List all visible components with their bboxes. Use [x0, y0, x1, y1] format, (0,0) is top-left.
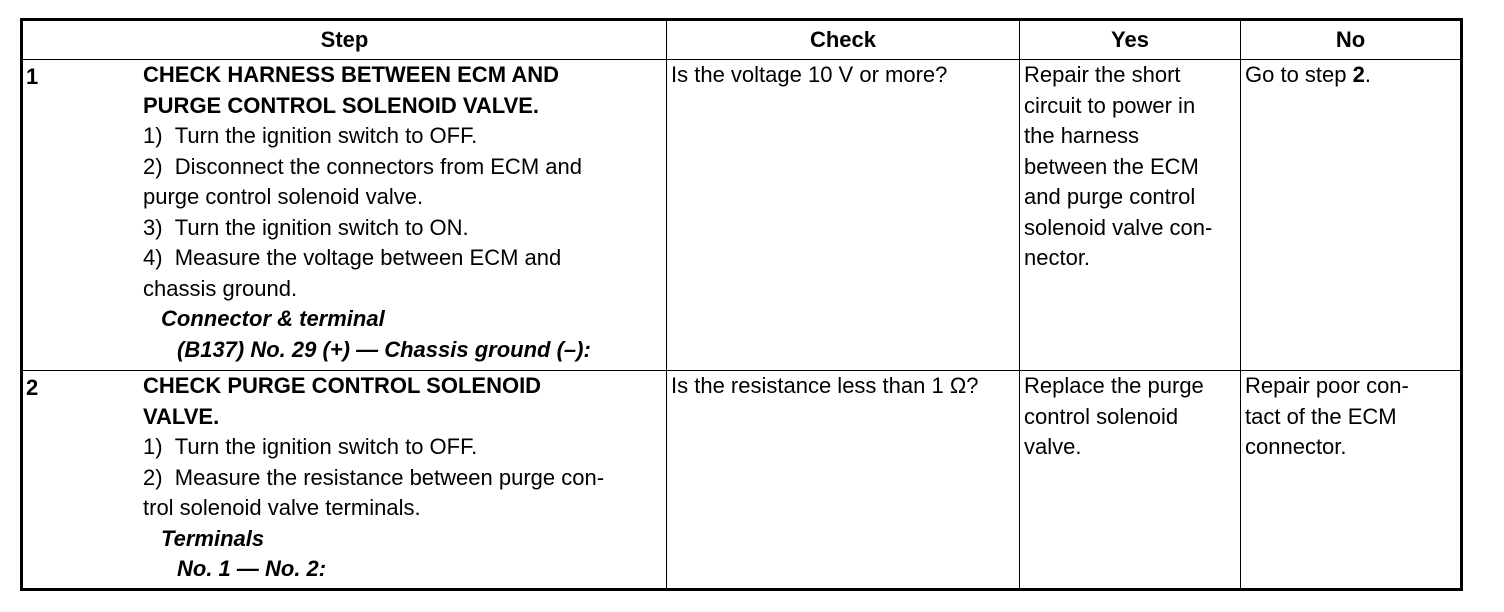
spec-value: No. 1 — No. 2: — [177, 556, 327, 581]
no-text — [1245, 60, 1456, 91]
instruction-line: 1) Turn the ignition switch to OFF. — [143, 434, 478, 459]
instruction-line: 2) Disconnect the connectors from ECM and — [143, 153, 582, 179]
step-cell — [22, 371, 667, 590]
yes-line: Replace the purge — [1024, 373, 1204, 398]
instruction-line: purge control solenoid valve. — [143, 184, 424, 209]
yes-line: Repair the short — [1024, 62, 1181, 87]
step-title-line: CHECK HARNESS BETWEEN ECM AND — [143, 62, 559, 87]
header-row — [22, 20, 1462, 60]
spec-value: (B137) No. 29 (+) — Chassis ground (–): — [177, 336, 591, 362]
header-step: Step — [22, 20, 667, 60]
spec-label: Connector & terminal — [161, 306, 385, 331]
table-row — [22, 60, 1462, 371]
table-row — [22, 371, 1462, 590]
check-cell — [667, 60, 1020, 371]
yes-line: between the ECM — [1024, 153, 1199, 179]
header-check: Check — [667, 20, 1020, 60]
check-text: Is the resistance less than 1 Ω? — [671, 373, 979, 398]
yes-line: valve. — [1024, 434, 1082, 459]
yes-cell — [1020, 371, 1241, 590]
no-line: tact of the ECM — [1245, 403, 1397, 429]
no-step-ref: 2 — [1352, 62, 1365, 87]
instruction-line: 3) Turn the ignition switch to ON. — [143, 214, 469, 240]
step-number: 1 — [26, 64, 39, 89]
instruction-line: 4) Measure the voltage between ECM and — [143, 245, 562, 270]
step-title-line: CHECK PURGE CONTROL SOLENOID — [143, 373, 542, 398]
yes-line: the harness — [1024, 123, 1139, 148]
spec-label: Terminals — [161, 525, 265, 551]
no-suffix: . — [1364, 62, 1371, 87]
yes-line: circuit to power in — [1024, 92, 1196, 118]
yes-line: nector. — [1024, 245, 1091, 270]
instruction-line: 2) Measure the resistance between purge con- — [143, 464, 605, 490]
diagnostic-table — [20, 18, 1463, 591]
check-cell — [667, 371, 1020, 590]
check-text: Is the voltage 10 V or more? — [671, 62, 948, 87]
header-no: No — [1241, 20, 1462, 60]
yes-line: and purge control — [1024, 184, 1196, 209]
yes-line: solenoid valve con- — [1024, 214, 1213, 240]
yes-line: control solenoid — [1024, 403, 1179, 429]
step-title-line: VALVE. — [143, 403, 220, 429]
yes-cell — [1020, 60, 1241, 371]
no-cell — [1241, 371, 1462, 590]
header-yes: Yes — [1020, 20, 1241, 60]
no-cell — [1241, 60, 1462, 371]
step-cell — [22, 60, 667, 371]
no-prefix: Go to step — [1245, 62, 1353, 87]
instruction-line: 1) Turn the ignition switch to OFF. — [143, 123, 478, 148]
no-line: Repair poor con- — [1245, 373, 1409, 398]
instruction-line: chassis ground. — [143, 275, 298, 301]
instruction-line: trol solenoid valve terminals. — [143, 495, 421, 520]
step-title-line: PURGE CONTROL SOLENOID VALVE. — [143, 92, 540, 118]
step-number: 2 — [26, 375, 39, 400]
no-line: connector. — [1245, 434, 1347, 459]
